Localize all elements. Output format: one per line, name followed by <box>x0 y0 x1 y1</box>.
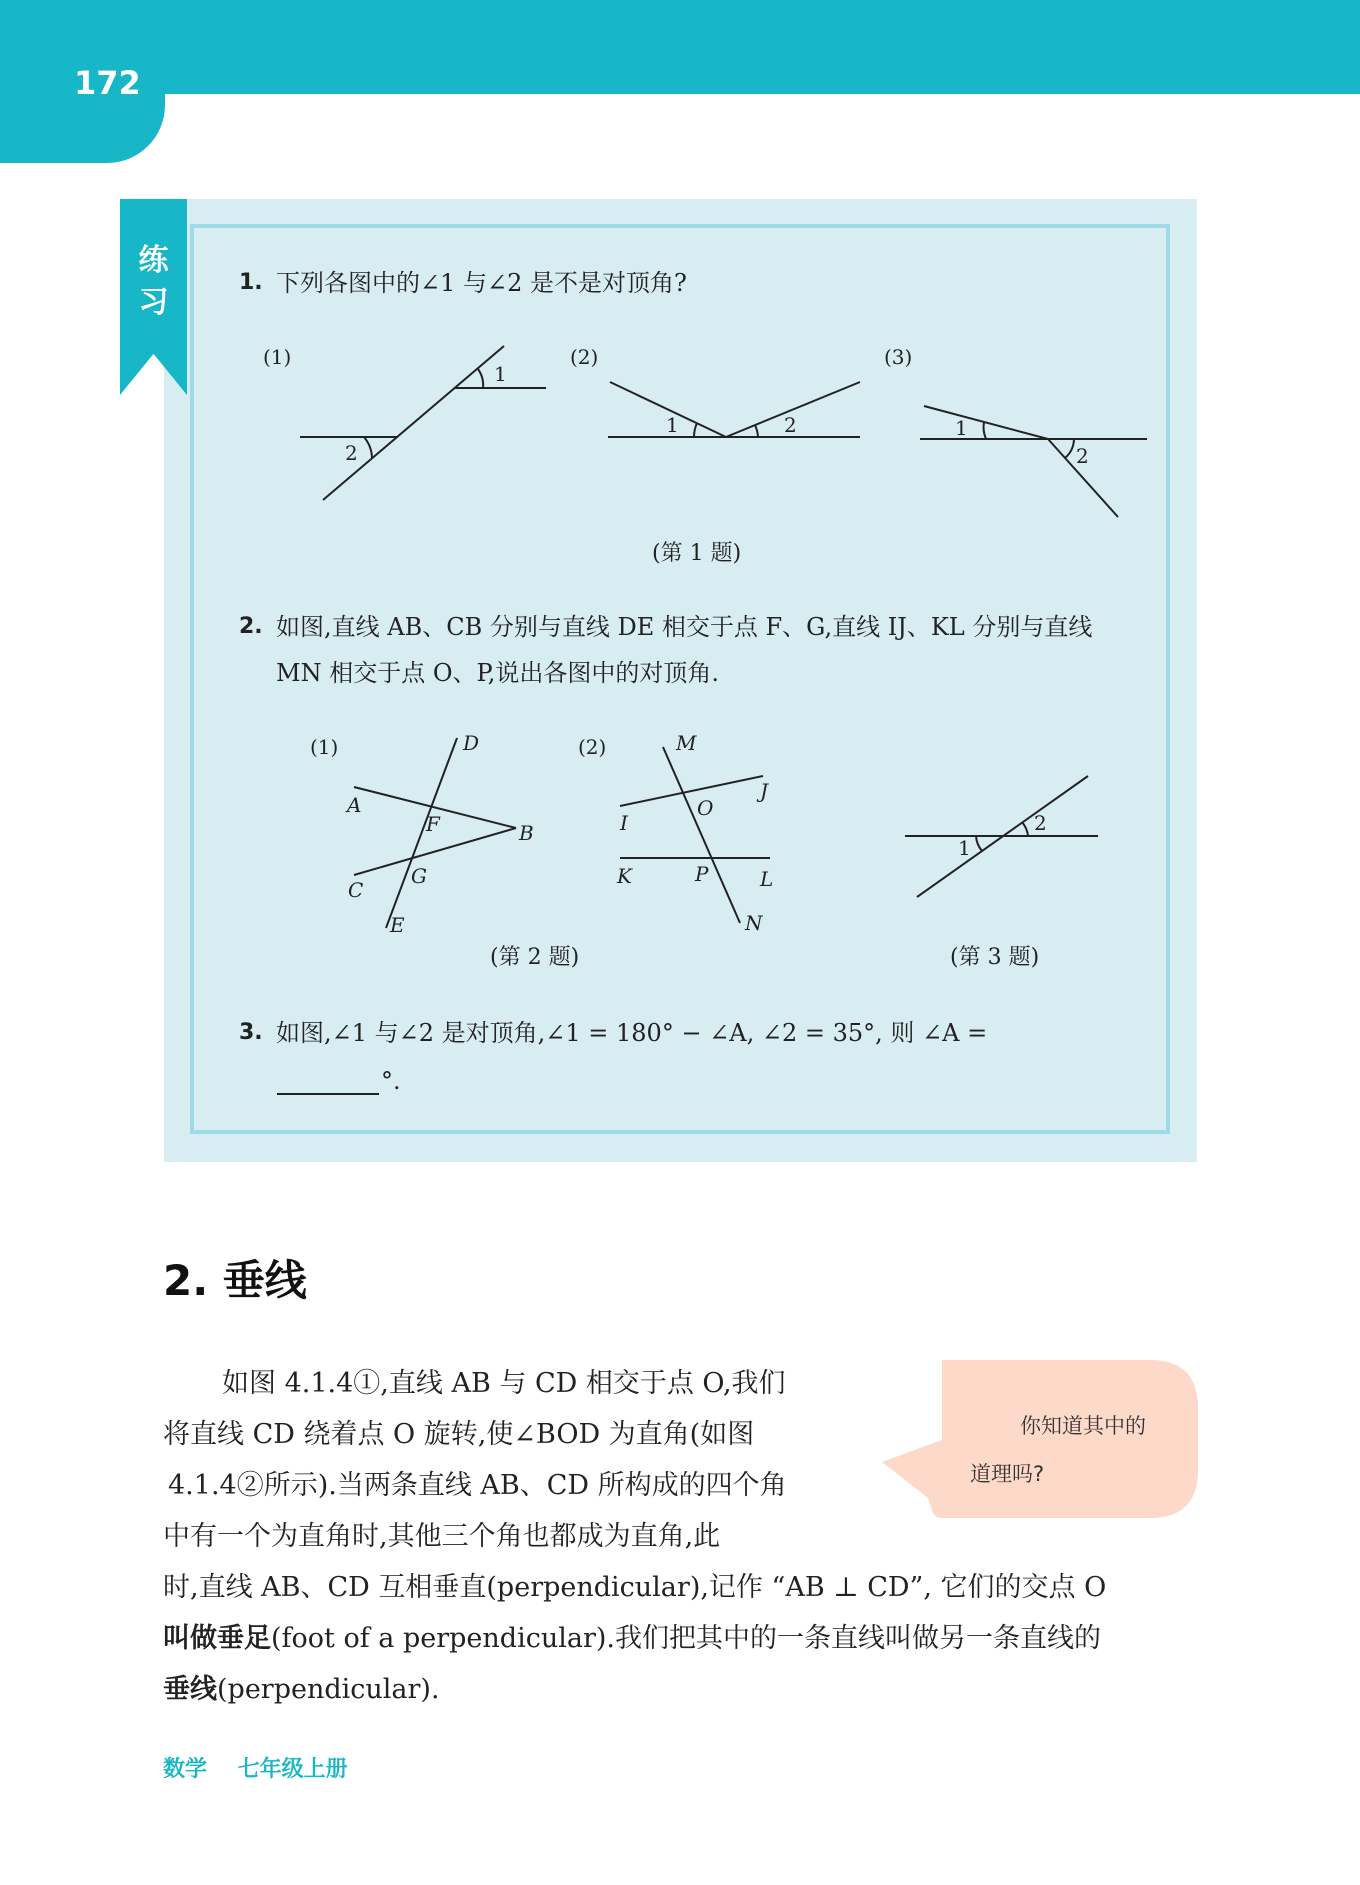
bubble-line-1: 你知道其中的 <box>1020 1414 1146 1438</box>
q3-fig-angle2-arc <box>1022 822 1028 836</box>
q1-fig3-left-ray <box>924 406 1048 439</box>
label-K: K <box>617 864 632 888</box>
q1-caption: (第 1 题) <box>652 541 742 566</box>
footer-book-title: 数学 七年级上册 <box>163 1757 348 1782</box>
label-D: D <box>463 731 480 755</box>
bubble-text <box>970 1402 1190 1498</box>
label-N: N <box>745 911 763 935</box>
label-M: M <box>676 731 697 755</box>
label-E: E <box>390 913 405 937</box>
q3-fig-angle1-label: 1 <box>958 836 971 860</box>
q1-fig2-angle2-label: 2 <box>784 413 797 437</box>
label-I: I <box>620 811 628 835</box>
q2-fig2-tag: (2) <box>578 735 607 759</box>
paragraph-line-1: 如图 4.1.4①,直线 AB 与 CD 相交于点 O,我们 <box>222 1368 786 1399</box>
q2-text-line1: 如图,直线 AB、CB 分别与直线 DE 相交于点 F、G,直线 IJ、KL 分别与直线 <box>276 613 1093 641</box>
q3-answer-blank[interactable] <box>277 1093 379 1095</box>
q2-number: 2. <box>239 614 263 639</box>
paragraph-line-7: 垂线(perpendicular). <box>163 1674 440 1705</box>
q2-fig2-line-IJ <box>620 776 763 806</box>
q1-fig3-angle2-label: 2 <box>1076 444 1089 468</box>
paragraph-line-6: 叫做垂足(foot of a perpendicular).我们把其中的一条直线叫做另一条直线的 <box>163 1623 1101 1654</box>
q1-fig1-angle2-arc <box>364 437 372 458</box>
paragraph-line-3: 4.1.4②所示).当两条直线 AB、CD 所构成的四个角 <box>168 1470 787 1501</box>
label-G: G <box>411 864 427 888</box>
label-O: O <box>697 796 714 820</box>
label-B: B <box>519 821 534 845</box>
q1-fig3-angle1-arc <box>984 422 986 439</box>
paragraph-line-2: 将直线 CD 绕着点 O 旋转,使∠BOD 为直角(如图 <box>163 1419 755 1450</box>
q1-fig3-angle2-arc <box>1065 439 1074 458</box>
q2-caption: (第 2 题) <box>490 945 580 970</box>
label-J: J <box>760 779 769 803</box>
q2-fig1-tag: (1) <box>310 735 339 759</box>
q3-number: 3. <box>239 1020 263 1045</box>
label-A: A <box>347 793 362 817</box>
q1-fig1-tag: (1) <box>263 345 292 369</box>
paragraph-line-4: 中有一个为直角时,其他三个角也都成为直角,此 <box>163 1521 721 1552</box>
bubble-line-2: 道理吗? <box>970 1462 1045 1486</box>
keyword-perpendicular: 垂线 <box>163 1674 217 1705</box>
section-heading: 2. 垂线 <box>163 1256 307 1305</box>
q3-blank-suffix: °. <box>381 1067 401 1095</box>
q1-fig2-tag: (2) <box>570 345 599 369</box>
exercise-ribbon-label: 练 习 <box>138 243 169 320</box>
q1-fig1-transversal <box>323 346 504 500</box>
q1-fig3-angle1-label: 1 <box>955 416 968 440</box>
q1-fig2-angle1-label: 1 <box>666 413 679 437</box>
page-number: 172 <box>74 64 141 102</box>
q1-fig2-angle1-arc <box>694 423 697 437</box>
q3-text: 如图,∠1 与∠2 是对顶角,∠1 = 180° − ∠A, ∠2 = 35°, 则 ∠A = <box>276 1019 988 1047</box>
q1-fig2-angle2-arc <box>755 425 758 437</box>
label-C: C <box>348 878 364 902</box>
label-P: P <box>695 862 709 886</box>
q1-fig1-angle1-label: 1 <box>494 362 507 386</box>
q3-caption: (第 3 题) <box>950 945 1040 970</box>
q1-fig1-angle2-label: 2 <box>345 441 358 465</box>
q1-text: 下列各图中的∠1 与∠2 是不是对顶角? <box>276 269 687 297</box>
q2-fig2-line-MN <box>663 747 740 923</box>
q1-fig1-angle1-arc <box>478 369 483 388</box>
q2-fig1-line-DE <box>386 738 457 928</box>
paragraph-line-5: 时,直线 AB、CD 互相垂直(perpendicular),记作 “AB ⊥ CD”, 它们的交点 O <box>163 1572 1107 1603</box>
q1-fig3-tag: (3) <box>884 345 913 369</box>
q3-fig-angle2-label: 2 <box>1034 811 1047 835</box>
label-L: L <box>760 867 774 891</box>
keyword-foot-of-perpendicular: 叫做垂足 <box>163 1623 271 1654</box>
q1-number: 1. <box>239 270 263 295</box>
label-F: F <box>426 812 440 836</box>
q2-text-line2: MN 相交于点 O、P,说出各图中的对顶角. <box>276 659 720 687</box>
q3-fig-angle1-arc <box>976 836 982 851</box>
